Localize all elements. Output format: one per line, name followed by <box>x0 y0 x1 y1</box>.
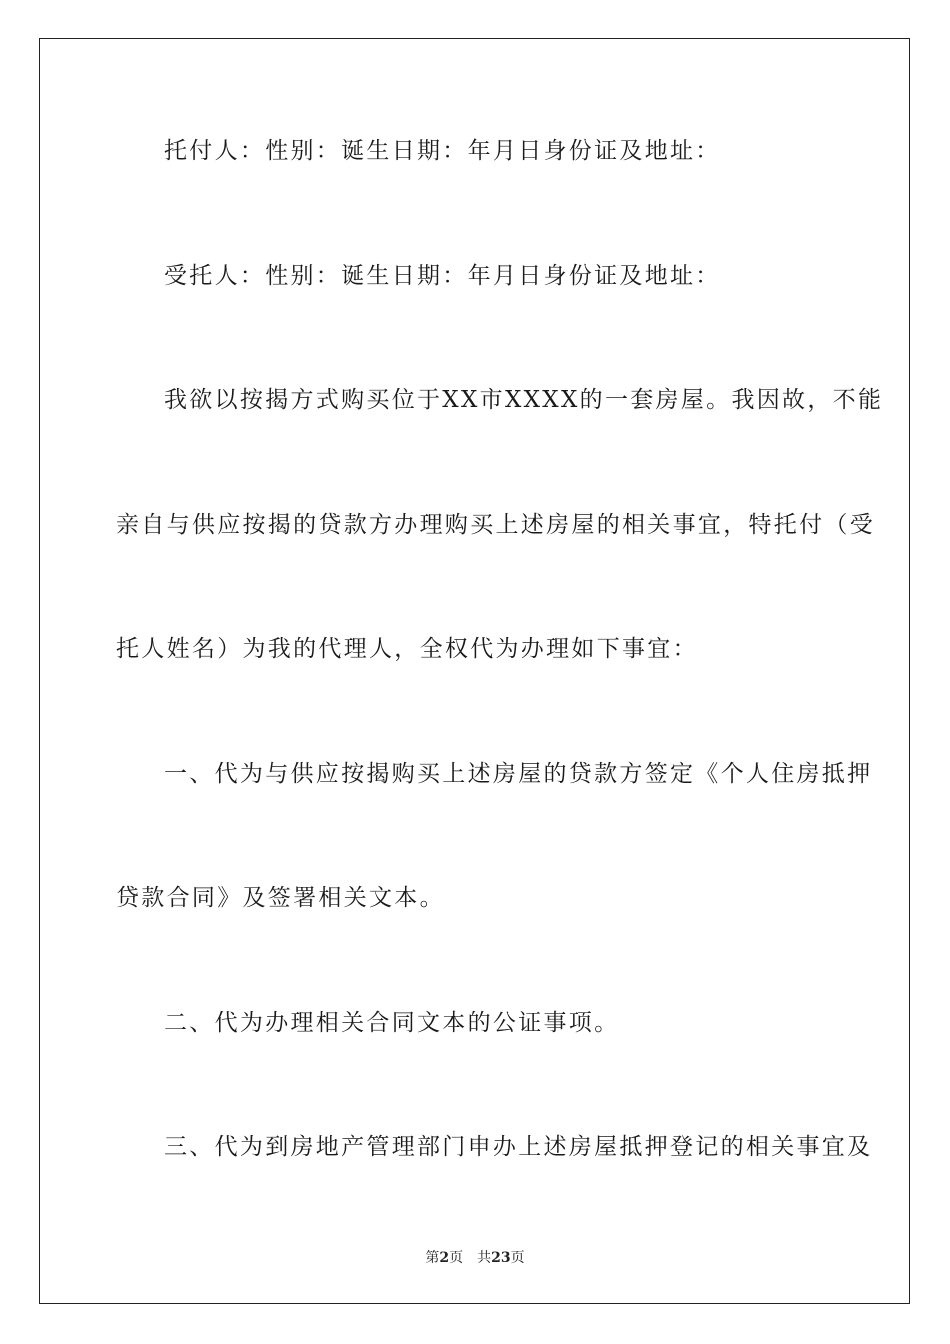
footer-page-suffix: 页 <box>449 1250 464 1266</box>
text-line-item-1a: 一、代为与供应按揭购买上述房屋的贷款方签定《个人住房抵押 <box>164 761 873 787</box>
page-footer <box>0 1247 950 1267</box>
footer-prefix: 第 <box>425 1250 440 1266</box>
text-line-principal: 托付人：性别：诞生日期：年月日身份证及地址： <box>164 138 721 164</box>
text-line-item-1b: 贷款合同》及签署相关文本。 <box>116 885 445 911</box>
footer-total-pages: 23 <box>491 1250 511 1266</box>
text-line-agent: 受托人：性别：诞生日期：年月日身份证及地址： <box>164 263 721 289</box>
page-border <box>39 38 910 1304</box>
text-line-paragraph-3: 托人姓名）为我的代理人，全权代为办理如下事宜： <box>116 636 698 662</box>
footer-total-prefix: 共 <box>477 1250 492 1266</box>
text-line-paragraph-1: 我欲以按揭方式购买位于XX市XXXX的一套房屋。我因故，不能 <box>164 387 884 413</box>
text-line-item-3: 三、代为到房地产管理部门申办上述房屋抵押登记的相关事宜及 <box>164 1134 873 1160</box>
text-line-paragraph-2: 亲自与供应按揭的贷款方办理购买上述房屋的相关事宜，特托付（受 <box>116 512 875 538</box>
footer-page-number: 2 <box>439 1250 450 1266</box>
footer-total-suffix: 页 <box>510 1250 525 1266</box>
text-line-item-2: 二、代为办理相关合同文本的公证事项。 <box>164 1010 620 1036</box>
